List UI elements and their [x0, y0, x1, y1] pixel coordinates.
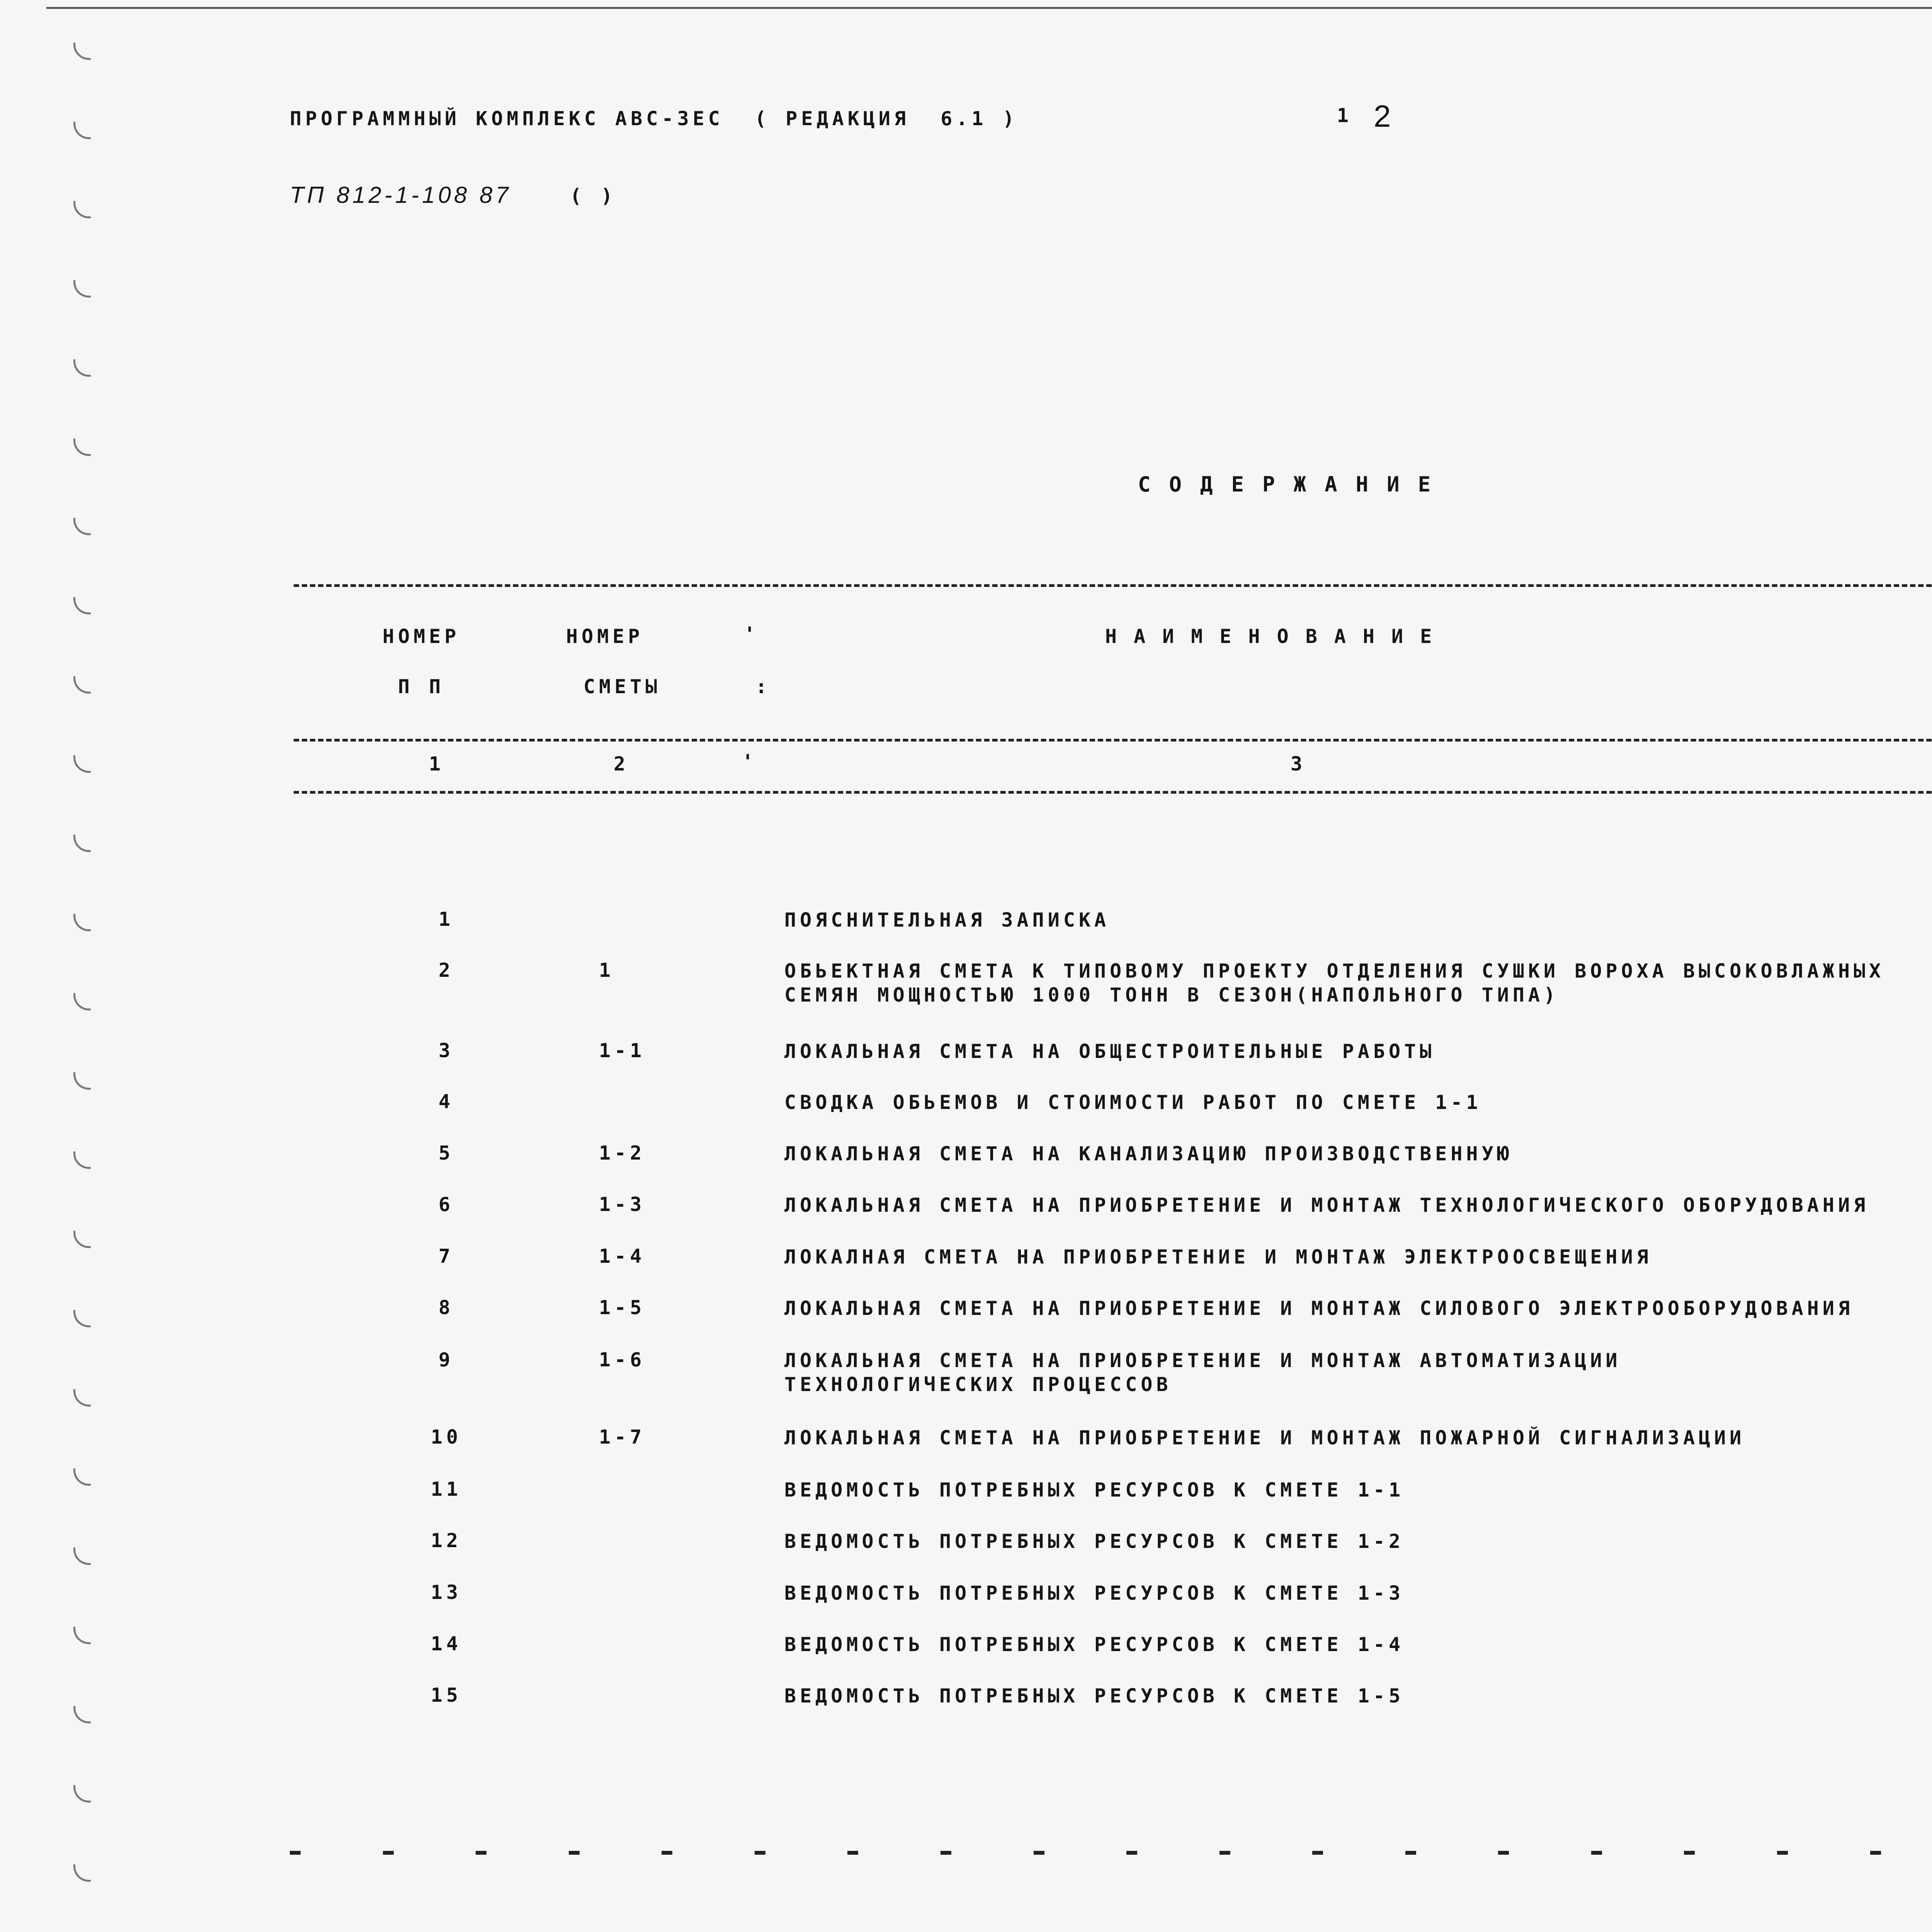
row-number: 13: [430, 1581, 462, 1604]
feed-hole-mark: [73, 597, 91, 614]
table-header-rule: [294, 739, 1932, 742]
table-row: [0, 1142, 1932, 1188]
feed-hole-mark: [73, 43, 91, 60]
col-num-label: НОМЕР: [383, 625, 460, 648]
column-separator-tick: :: [755, 675, 767, 698]
col-num-label-2: П П: [398, 675, 445, 698]
column-separator-tick: ': [742, 750, 754, 773]
row-number: 1: [438, 908, 454, 930]
program-header: ПРОГРАММНЫЙ КОМПЛЕКС АВС-3ЕС ( РЕДАКЦИЯ 6.1 ): [290, 107, 1018, 130]
table-row: [0, 959, 1932, 1005]
row-title: ПОЯСНИТЕЛЬНАЯ ЗАПИСКА: [784, 909, 1110, 931]
col-estimate-label-2: СМЕТЫ: [583, 675, 661, 698]
row-number: 15: [430, 1684, 462, 1706]
row-title: ЛОКАЛНАЯ СМЕТА НА ПРИОБРЕТЕНИЕ И МОНТАЖ ЭЛЕКТРООСВЕЩЕНИЯ: [784, 1246, 1652, 1268]
row-estimate: 1-7: [599, 1426, 646, 1448]
feed-hole-mark: [73, 280, 91, 298]
table-body-rule: [294, 791, 1932, 794]
feed-hole-mark: [73, 201, 91, 218]
col-name-label: НАИМЕНОВАНИЕ: [1105, 625, 1449, 648]
table-row: [0, 908, 1932, 954]
feed-hole-mark: [73, 755, 91, 773]
table-row: [0, 1581, 1932, 1628]
table-row: [0, 1193, 1932, 1240]
row-title: ЛОКАЛЬНАЯ СМЕТА НА ПРИОБРЕТЕНИЕ И МОНТАЖ СИЛОВОГО ЭЛЕКТРООБОРУДОВАНИЯ: [784, 1297, 1854, 1320]
row-title: ЛОКАЛЬНАЯ СМЕТА НА КАНАЛИЗАЦИЮ ПРОИЗВОДСТВЕННУЮ: [784, 1143, 1513, 1165]
bottom-dash-rule: [290, 1851, 1932, 1855]
row-estimate: 1: [599, 959, 615, 981]
row-title: ВЕДОМОСТЬ ПОТРЕБНЫХ РЕСУРСОВ К СМЕТЕ 1-5: [784, 1685, 1405, 1707]
row-number: 11: [430, 1478, 462, 1500]
row-number: 9: [438, 1349, 454, 1371]
row-title: ВЕДОМОСТЬ ПОТРЕБНЫХ РЕСУРСОВ К СМЕТЕ 1-3: [784, 1582, 1405, 1604]
row-number: 2: [438, 959, 454, 981]
row-number: 5: [438, 1142, 454, 1164]
feed-hole-mark: [73, 1864, 91, 1882]
row-title: ЛОКАЛЬНАЯ СМЕТА НА ПРИОБРЕТЕНИЕ И МОНТАЖ ПОЖАРНОЙ СИГНАЛИЗАЦИИ: [784, 1427, 1745, 1449]
feed-hole-mark: [73, 359, 91, 377]
row-title: ВЕДОМОСТЬ ПОТРЕБНЫХ РЕСУРСОВ К СМЕТЕ 1-1: [784, 1479, 1405, 1501]
table-row: [0, 1633, 1932, 1679]
feed-hole-mark: [73, 676, 91, 694]
row-number: 14: [430, 1633, 462, 1655]
row-estimate: 1-6: [599, 1349, 646, 1371]
table-row: [0, 1529, 1932, 1576]
feed-hole-mark: [73, 439, 91, 456]
row-number: 3: [438, 1039, 454, 1062]
feed-hole-mark: [73, 518, 91, 535]
table-row: [0, 1426, 1932, 1472]
row-estimate: 1-1: [599, 1039, 646, 1062]
row-number: 7: [438, 1245, 454, 1267]
row-estimate: 1-2: [599, 1142, 646, 1164]
row-title: ВЕДОМОСТЬ ПОТРЕБНЫХ РЕСУРСОВ К СМЕТЕ 1-4: [784, 1633, 1405, 1656]
page-title: СОДЕРЖАНИЕ: [1138, 472, 1449, 497]
row-number: 12: [430, 1529, 462, 1552]
col-estimate-label: НОМЕР: [566, 625, 644, 648]
feed-hole-mark: [73, 122, 91, 139]
row-estimate: 1-4: [599, 1245, 646, 1267]
page-number-handwritten: 2: [1374, 99, 1391, 133]
tp-number: ТП 812-1-108 87: [290, 182, 512, 208]
row-title: ЛОКАЛЬНАЯ СМЕТА НА ОБЩЕСТРОИТЕЛЬНЫЕ РАБОТЫ: [784, 1040, 1435, 1063]
tp-parentheses: ( ): [570, 185, 617, 207]
row-title: ЛОКАЛЬНАЯ СМЕТА НА ПРИОБРЕТЕНИЕ И МОНТАЖ АВТОМАТИЗАЦИИ ТЕХНОЛОГИЧЕСКИХ ПРОЦЕССОВ: [784, 1349, 1621, 1396]
row-title: ВЕДОМОСТЬ ПОТРЕБНЫХ РЕСУРСОВ К СМЕТЕ 1-2: [784, 1530, 1405, 1553]
row-number: 10: [430, 1426, 462, 1448]
row-number: 8: [438, 1296, 454, 1319]
table-row: [0, 1039, 1932, 1086]
row-estimate: 1-5: [599, 1296, 646, 1319]
row-estimate: 1-3: [599, 1193, 646, 1216]
feed-hole-mark: [73, 835, 91, 852]
table-row: [0, 1090, 1932, 1137]
table-row: [0, 1245, 1932, 1291]
row-title: ОБЬЕКТНАЯ СМЕТА К ТИПОВОМУ ПРОЕКТУ ОТДЕЛЕНИЯ СУШКИ ВОРОХА ВЫСОКОВЛАЖНЫХ СЕМЯН МОЩНОСТЬЮ 1000 ТОНН В СЕЗОН(НАПОЛЬНОГО ТИПА): [784, 960, 1885, 1006]
row-number: 6: [438, 1193, 454, 1216]
top-edge-rule: [46, 7, 1932, 9]
table-top-rule: [294, 584, 1932, 587]
table-row: [0, 1349, 1932, 1395]
row-number: 4: [438, 1090, 454, 1113]
row-title: ЛОКАЛЬНАЯ СМЕТА НА ПРИОБРЕТЕНИЕ И МОНТАЖ ТЕХНОЛОГИЧЕСКОГО ОБОРУДОВАНИЯ: [784, 1194, 1869, 1216]
table-row: [0, 1478, 1932, 1524]
col-number-1: 1: [429, 753, 445, 775]
row-title: СВОДКА ОБЬЕМОВ И СТОИМОСТИ РАБОТ ПО СМЕТЕ 1-1: [784, 1091, 1482, 1114]
table-row: [0, 1296, 1932, 1343]
col-number-2: 2: [614, 753, 629, 775]
page-mark: 1: [1337, 104, 1353, 127]
col-number-3: 3: [1291, 753, 1306, 775]
table-row: [0, 1684, 1932, 1730]
column-separator-tick: ': [744, 623, 756, 645]
feed-hole-mark: [73, 1785, 91, 1803]
